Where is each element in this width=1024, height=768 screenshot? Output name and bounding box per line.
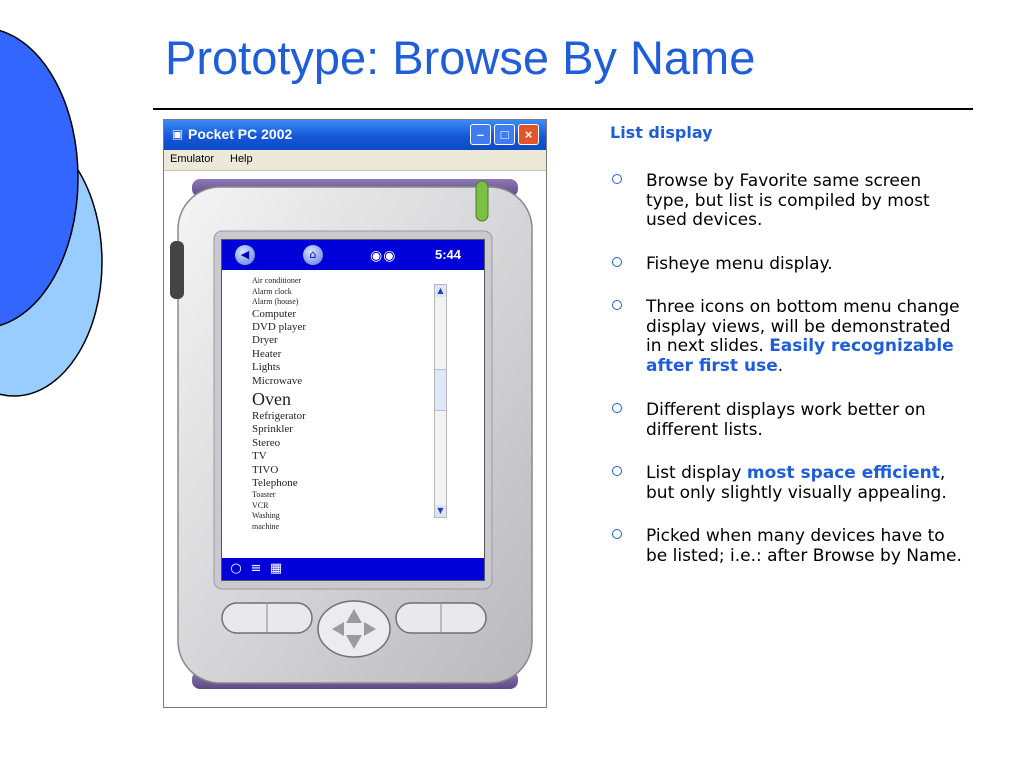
bullet-text: Different displays work better on different lists. — [646, 400, 926, 440]
device-list-item[interactable]: Dryer — [252, 334, 278, 347]
decorative-circles — [0, 0, 110, 400]
bullet-circle-icon — [612, 300, 622, 310]
pda-led — [476, 181, 488, 221]
list-view-icon[interactable]: ≡ — [250, 561, 262, 576]
bullet-text: List display — [646, 463, 747, 483]
bullet-text: Browse by Favorite same screen type, but list is compiled by most used devices. — [646, 171, 930, 230]
maximize-button[interactable]: □ — [494, 124, 515, 145]
minimize-button[interactable]: – — [470, 124, 491, 145]
scroll-thumb[interactable] — [435, 369, 446, 411]
device-list-item[interactable]: Oven — [252, 388, 291, 409]
device-list-item[interactable]: Alarm (house) — [252, 297, 299, 306]
device-list-item[interactable]: TIVO — [252, 463, 279, 476]
menu-help[interactable]: Help — [230, 153, 253, 165]
device-list-item[interactable]: Air conditioner — [252, 276, 302, 285]
device-list-item[interactable]: machine — [252, 521, 280, 531]
bullet-item — [608, 255, 968, 275]
device-list-item[interactable]: Washing — [252, 511, 280, 521]
window-title: Pocket PC 2002 — [188, 126, 293, 142]
pda-side-dial[interactable] — [170, 241, 184, 299]
bullet-item — [608, 401, 968, 440]
device-list-item[interactable]: Telephone — [252, 476, 298, 489]
back-arrow-icon[interactable]: ◀ — [235, 245, 255, 265]
bullet-text: Fisheye menu display. — [646, 253, 833, 274]
device-list-item[interactable]: Sprinkler — [252, 423, 293, 436]
app-icon: ▣ — [171, 127, 184, 141]
bullet-item — [608, 172, 968, 231]
bullet-circle-icon — [612, 174, 622, 184]
home-icon[interactable]: ⌂ — [303, 245, 323, 265]
bullet-item — [608, 298, 968, 376]
bullet-circle-icon — [612, 529, 622, 539]
bullet-text: , but only slightly visually appealing. — [646, 463, 947, 503]
grid-view-icon[interactable]: ▦ — [269, 561, 283, 576]
device-list-item[interactable]: Alarm clock — [252, 286, 292, 296]
device-list-item[interactable]: Lights — [252, 361, 281, 374]
section-heading: List display — [610, 123, 713, 142]
device-list-item[interactable]: Stereo — [252, 436, 281, 449]
device-list-item[interactable]: VCR — [252, 500, 269, 510]
device-list-item[interactable]: TV — [252, 450, 267, 463]
bullet-list — [608, 172, 968, 566]
device-list — [252, 276, 432, 532]
bullet-text: Picked when many devices have to be listed; i.e.: after Browse by Name. — [646, 526, 962, 566]
bullet-item — [608, 464, 968, 503]
list-scrollbar[interactable] — [434, 284, 447, 518]
bullet-text: . — [777, 355, 784, 376]
highlighted-text: most space efficient — [746, 463, 940, 483]
emulator-window — [163, 119, 547, 708]
pda-bottom-bar — [222, 558, 484, 580]
scroll-down-icon[interactable]: ▼ — [435, 505, 446, 517]
emulator-titlebar[interactable] — [164, 120, 546, 150]
close-button[interactable]: × — [518, 124, 539, 145]
emulator-body — [164, 171, 546, 707]
highlighted-text: Easily recognizable after first use — [646, 336, 954, 376]
device-list-item[interactable]: Refrigerator — [252, 409, 306, 422]
menu-emulator[interactable]: Emulator — [170, 153, 215, 165]
slide-title: Prototype: Browse By Name — [165, 31, 756, 84]
pda-clock: 5:44 — [435, 247, 462, 262]
scroll-up-icon[interactable]: ▲ — [435, 285, 446, 297]
bullet-circle-icon — [612, 257, 622, 267]
device-list-item[interactable]: Microwave — [252, 374, 303, 387]
pda-screen — [221, 239, 485, 581]
bullet-item — [608, 527, 968, 566]
bullet-circle-icon — [612, 466, 622, 476]
device-list-item[interactable]: DVD player — [252, 320, 307, 333]
circle-view-icon[interactable]: ○ — [230, 561, 242, 576]
emulator-menubar — [164, 150, 546, 171]
bullet-text: Three icons on bottom menu change display views, will be demonstrated in next slides. — [646, 297, 960, 356]
title-divider — [153, 108, 973, 110]
device-list-item[interactable]: Heater — [252, 347, 282, 360]
device-list-item[interactable]: Toaster — [252, 490, 276, 500]
pda-top-bar — [222, 240, 484, 270]
device-list-item[interactable]: Computer — [252, 307, 296, 320]
bullet-circle-icon — [612, 403, 622, 413]
eyes-icon[interactable]: ◉◉ — [370, 248, 397, 264]
